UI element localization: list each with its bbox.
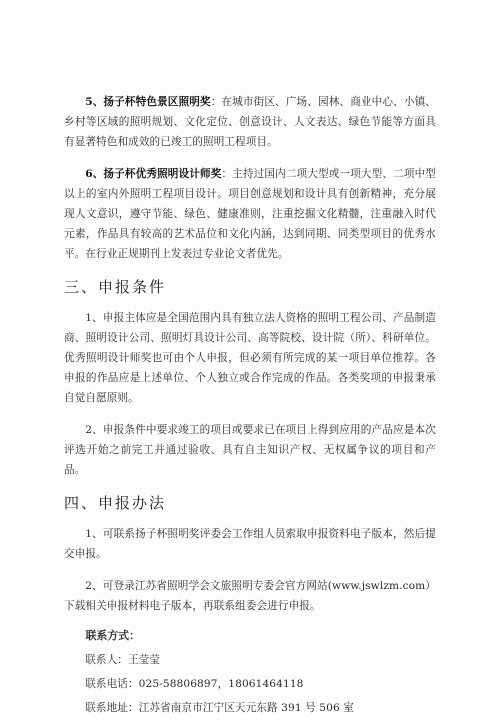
award-item-6 <box>64 164 436 264</box>
conditions-paragraph-1: 1、申报主体应是全国范围内具有独立法人资格的照明工程公司、产品制造商、照明设计公司、照明灯具设计公司、高等院校、设计院（所）、科研单位。优秀照明设计师奖也可由个人申报，但必须有所完成的某一项目单位推荐。各申报的作品应是上述单位、个人独立或合作完成的作品。各类奖项的申报秉承自觉自愿原则。 <box>64 312 436 404</box>
contact-label: 联系方式： <box>85 629 141 642</box>
method-paragraph-2: 2、可登录江苏省照明学会文旅照明专委会官方网站(www.jswlzm.com）下载相关申报材料电子版本，再联系组委会进行申报。 <box>64 580 436 612</box>
award-item-6-text: ：主持过国内二项大型或一项大型、二项中型以上的室内外照明工程项目设计。项目创意规划和设计具有创新精神，充分展现人文意识，遵守节能、绿色、健康准则，注重挖掘文化精髓，注重融入时代元素，作品具有较高的艺术品位和文化内涵，达到同期、同类型项目的优秀水平。在行业正规期刊上发表过专业论文者优先。 <box>64 168 437 260</box>
document-content <box>64 92 436 720</box>
award-item-5 <box>64 92 436 152</box>
contact-person: 联系人：王莹莹 <box>85 654 161 666</box>
conditions-paragraph-2: 2、申报条件中要求竣工的项目或要求已在项目上得到应用的产品应是本次评选开始之前完工并通过验收、具有自主知识产权、无权属争议的项目和产品。 <box>64 424 436 476</box>
contact-phone: 联系电话：025-58806897，18061464118 <box>85 678 304 690</box>
section-heading-method: 四、申报办法 <box>64 494 167 512</box>
award-item-5-title: 5、扬子杯特色景区照明奖 <box>85 96 211 108</box>
award-item-5-text: ：在城市街区、广场、园林、商业中心、小镇、乡村等区域的照明规划、文化定位、创意设计、人文表达、绿色节能等方面具有显著特色和成效的已竣工的照明工程项目。 <box>64 96 436 148</box>
section-heading-conditions: 三、申报条件 <box>64 278 167 296</box>
contact-address: 联系地址：江苏省南京市江宁区天元东路 391 号 506 室 <box>85 702 354 714</box>
award-item-6-title: 6、扬子杯优秀照明设计师奖 <box>85 168 222 180</box>
method-paragraph-1: 1、可联系扬子杯照明奖评委会工作组人员索取申报资料电子版本，然后提交申报。 <box>64 528 436 560</box>
